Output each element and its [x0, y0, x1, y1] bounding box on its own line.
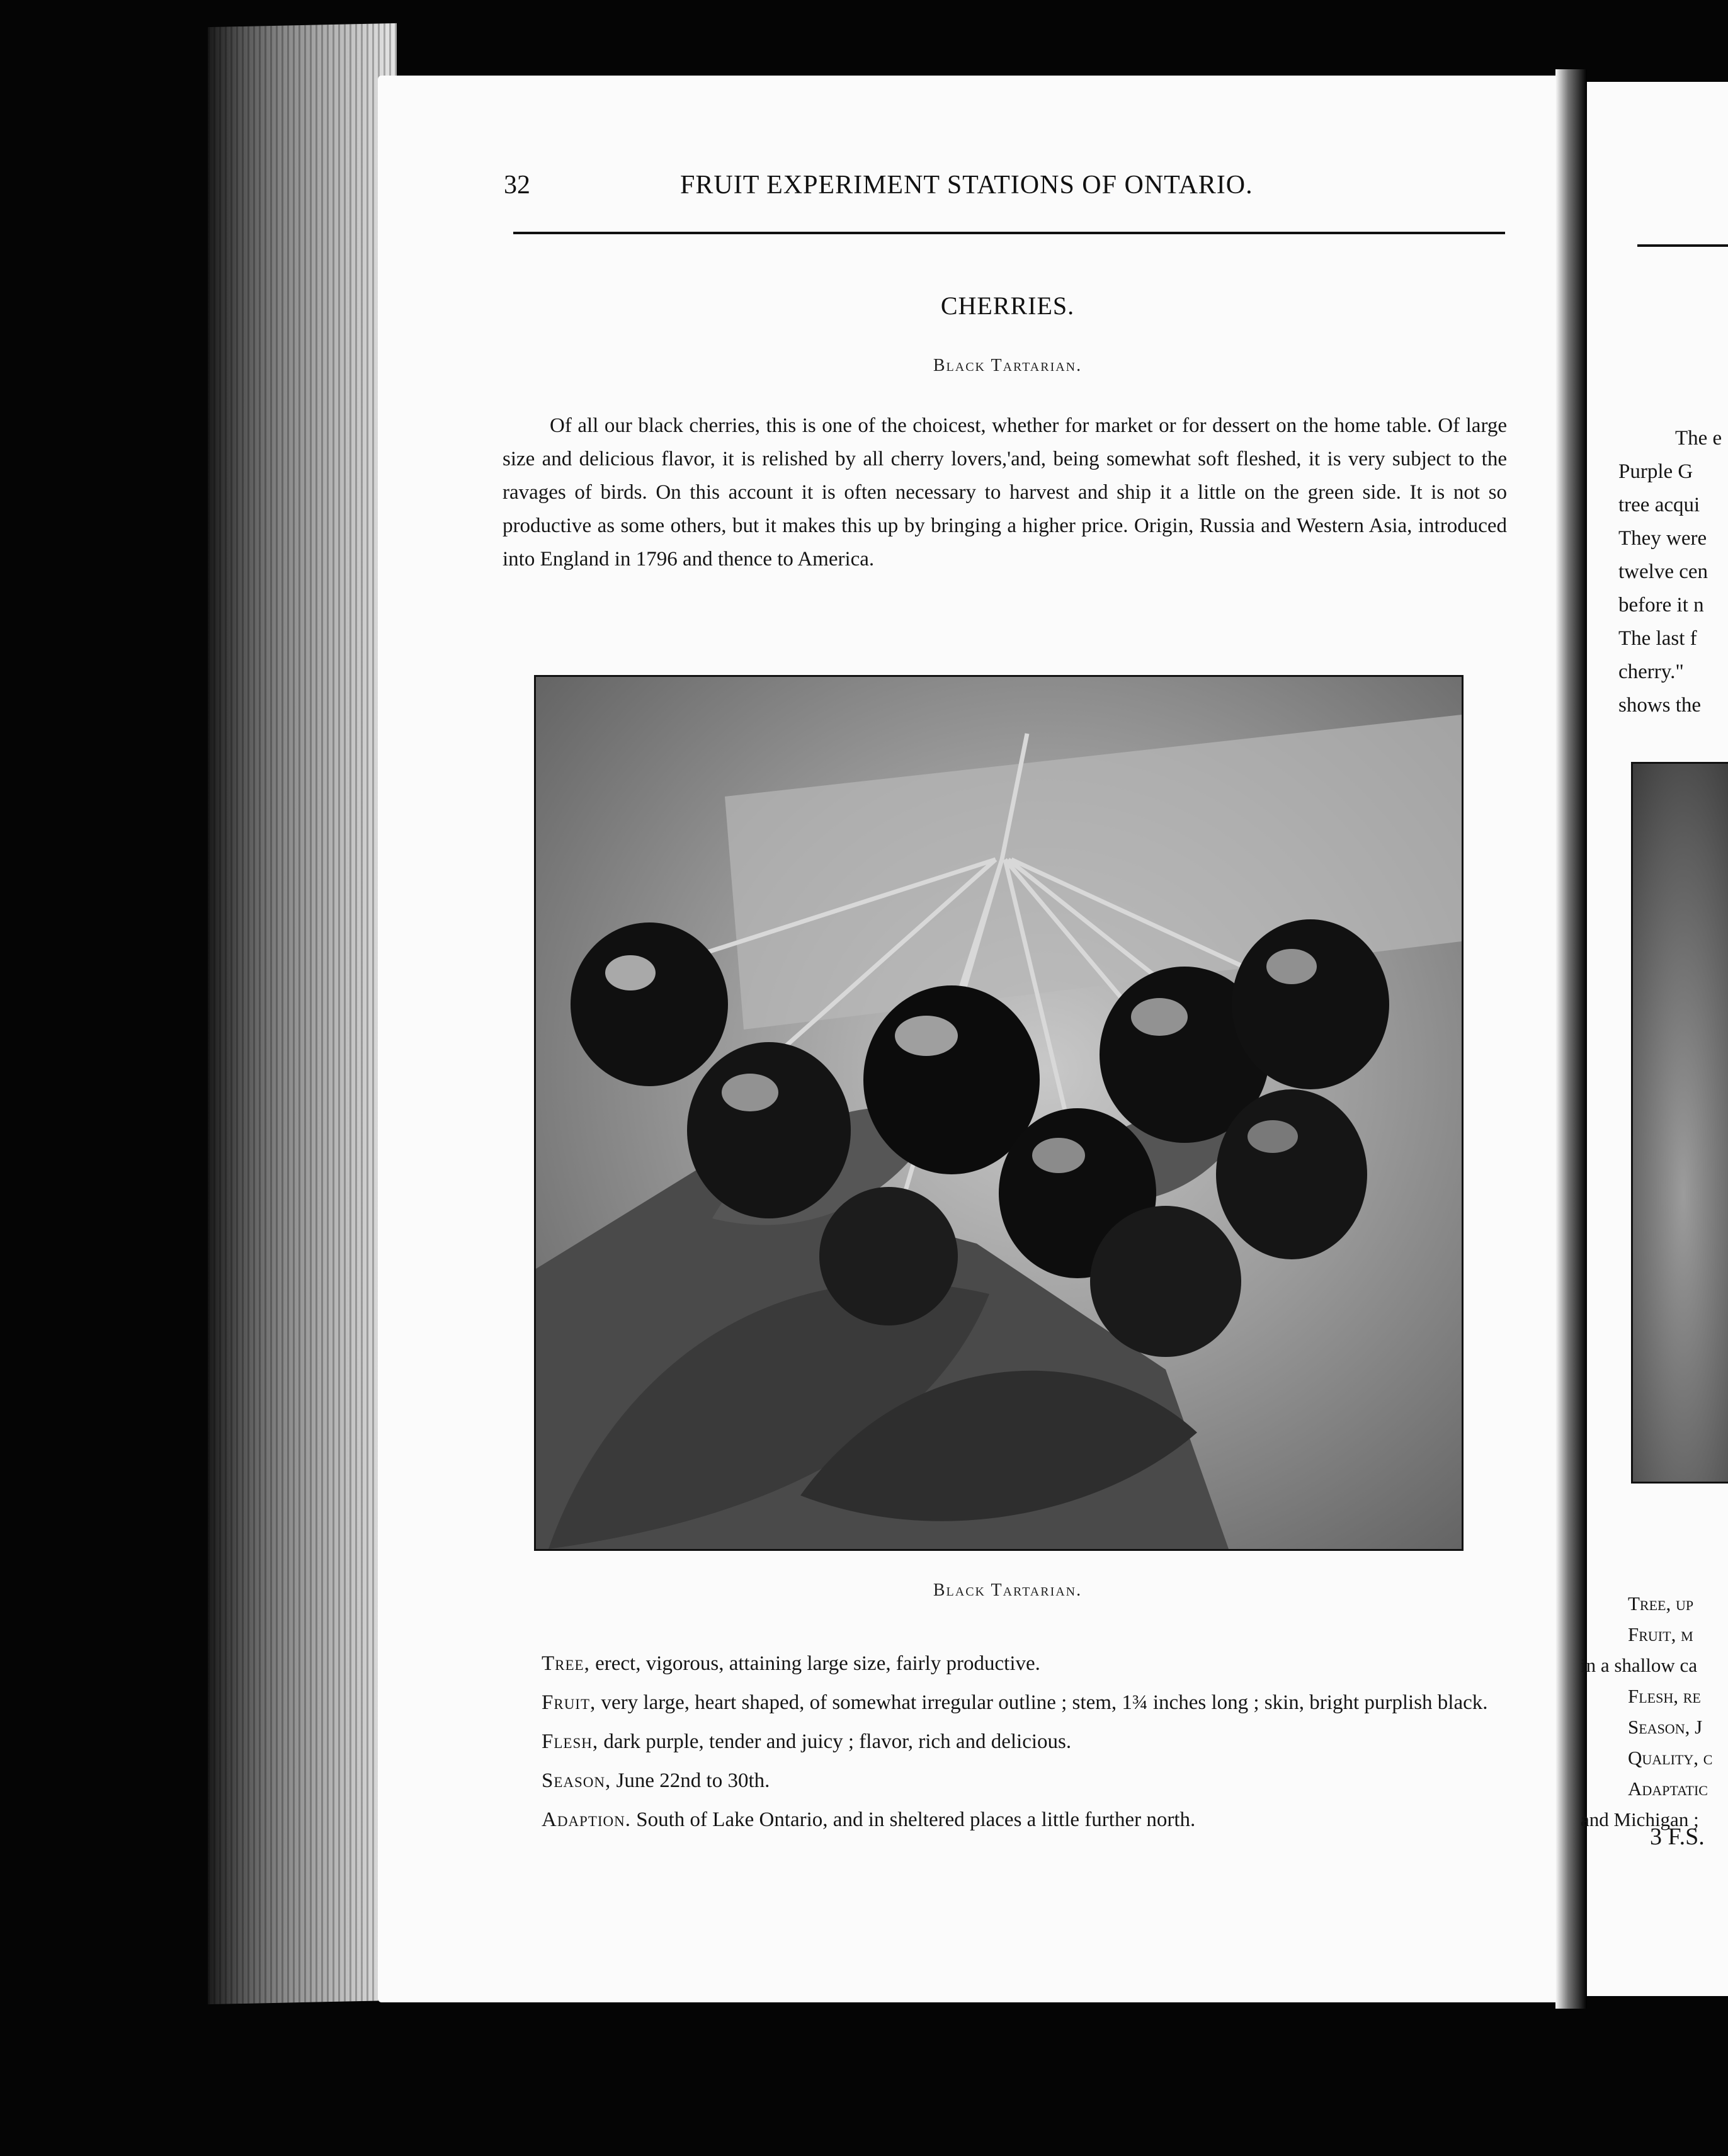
right-spec-line: and Michigan ; — [1581, 1808, 1699, 1830]
intro-text: Of all our black cherries, this is one of the choicest, whether for market or for dessert on the home table. Of large size and delicious flavor, it is relished by all cherry lovers,'and, being somewhat soft fleshed, it is very subject to the ravages of birds. On this account it is often necessary to harvest and ship it a little on the green side. It is not so productive as some others, but it makes this up by bringing a higher price. Origin, Russia and Western Asia, introduced into England in 1796 and thence to America. — [503, 414, 1507, 570]
spec-term: Season, — [542, 1769, 611, 1792]
cherry-photograph — [534, 675, 1464, 1551]
spec-text: very large, heart shaped, of somewhat irregular outline ; stem, 1¾ inches long ; skin, bright purplish black. — [596, 1691, 1488, 1714]
right-spec-line: in a shallow ca — [1581, 1654, 1698, 1676]
right-text-line: cherry." — [1618, 661, 1684, 683]
spec-fruit — [491, 1688, 1511, 1718]
spec-adaption — [491, 1805, 1511, 1835]
right-text-line: tree acqui — [1618, 494, 1700, 516]
right-text-line: The last f — [1618, 627, 1697, 650]
spec-season — [491, 1766, 1511, 1796]
right-page-specs — [1581, 1588, 1728, 1835]
spec-text: dark purple, tender and juicy ; flavor, rich and delicious. — [598, 1730, 1072, 1753]
right-text-line: shows the — [1618, 694, 1702, 717]
right-page-photograph — [1631, 762, 1728, 1484]
spec-text: erect, vigorous, attaining large size, fairly productive. — [589, 1652, 1040, 1675]
section-title: CHERRIES. — [940, 292, 1075, 320]
page-number: 32 — [504, 171, 530, 200]
spec-term: Flesh, — [542, 1730, 599, 1753]
right-text-line: before it n — [1618, 594, 1704, 616]
right-text-line: They were — [1618, 527, 1707, 550]
right-spec-line: Adaptatic — [1628, 1778, 1708, 1800]
right-page-text — [1618, 422, 1728, 722]
running-title: FRUIT EXPERIMENT STATIONS OF ONTARIO. — [680, 171, 1253, 200]
spec-term: Adaption. — [542, 1808, 632, 1831]
right-spec-line: Tree, up — [1628, 1592, 1694, 1614]
header-rule — [513, 232, 1505, 234]
cherry-cluster-illustration — [536, 677, 1462, 1549]
right-spec-line: Fruit, m — [1628, 1623, 1693, 1645]
right-text-line: The e — [1675, 427, 1722, 450]
spec-flesh — [491, 1727, 1511, 1757]
right-spec-line: Flesh, re — [1628, 1685, 1701, 1707]
right-spec-line: Quality, c — [1628, 1747, 1713, 1769]
spec-term: Fruit, — [542, 1691, 596, 1714]
photo-caption: Black Tartarian. — [933, 1580, 1083, 1600]
book-page-edges — [208, 23, 397, 2004]
right-text-line: twelve cen — [1618, 560, 1708, 583]
signature-mark: 3 F.S. — [1650, 1824, 1705, 1850]
right-header-rule — [1637, 244, 1728, 247]
spec-term: Tree, — [542, 1652, 590, 1675]
spec-tree — [491, 1648, 1511, 1679]
spec-text: June 22nd to 30th. — [611, 1769, 770, 1792]
variety-specifications — [491, 1648, 1511, 1844]
spec-text: South of Lake Ontario, and in sheltered places a little further north. — [631, 1808, 1196, 1831]
right-spec-line: Season, J — [1628, 1716, 1703, 1738]
page-header — [504, 170, 1322, 208]
variety-title: Black Tartarian. — [933, 356, 1083, 375]
intro-paragraph — [503, 409, 1507, 576]
right-text-line: Purple G — [1618, 460, 1693, 483]
